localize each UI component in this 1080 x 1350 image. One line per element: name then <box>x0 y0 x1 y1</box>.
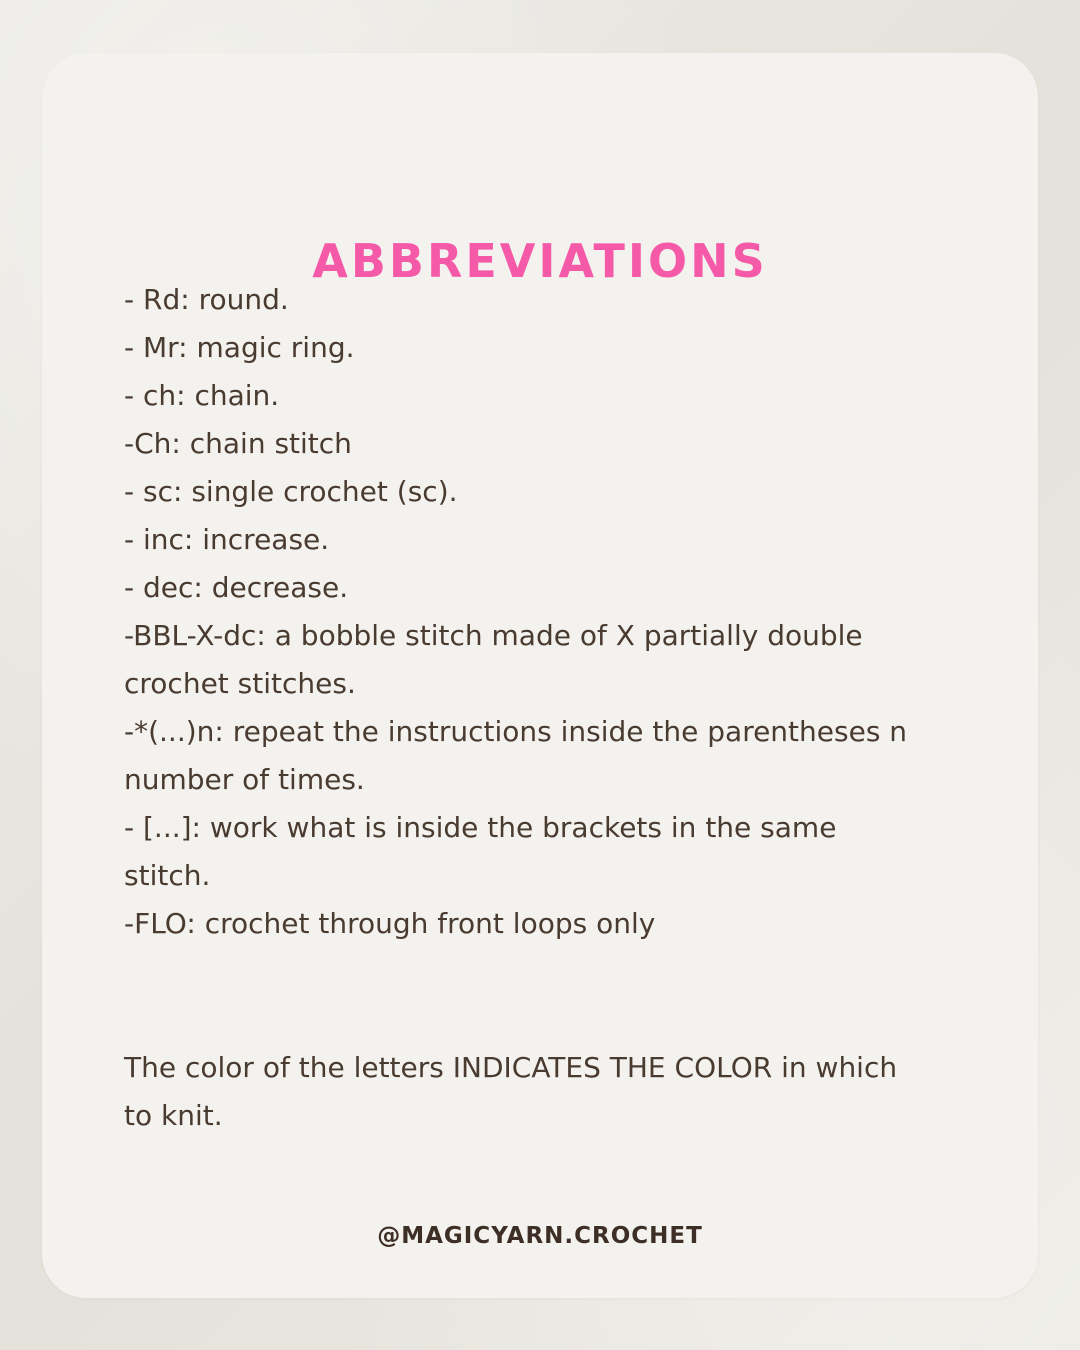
abbreviation-item: -Ch: chain stitch <box>124 427 352 460</box>
abbreviations-card <box>42 53 1038 1298</box>
abbreviation-item: - ch: chain. <box>124 379 280 412</box>
page-title: ABBREVIATIONS <box>312 234 768 288</box>
abbreviation-list <box>124 276 924 948</box>
abbreviation-item: - [...]: work what is inside the brackets in the same stitch. <box>124 811 846 892</box>
abbreviation-item: - inc: increase. <box>124 523 330 556</box>
color-note: The color of the letters INDICATES THE COLOR in which to knit. <box>124 1051 898 1132</box>
abbreviation-item: - Rd: round. <box>124 283 289 316</box>
abbreviation-item: - sc: single crochet (sc). <box>124 475 458 508</box>
abbreviation-item: - Mr: magic ring. <box>124 331 355 364</box>
abbreviation-item: - dec: decrease. <box>124 571 349 604</box>
abbreviation-item: -*(...)n: repeat the instructions inside the parentheses n number of times. <box>124 715 916 796</box>
abbreviation-item: -FLO: crochet through front loops only <box>124 907 656 940</box>
instagram-handle: @MAGICYARN.CROCHET <box>377 1223 703 1249</box>
abbreviation-item: -BBL-X-dc: a bobble stitch made of X partially double crochet stitches. <box>124 619 872 700</box>
